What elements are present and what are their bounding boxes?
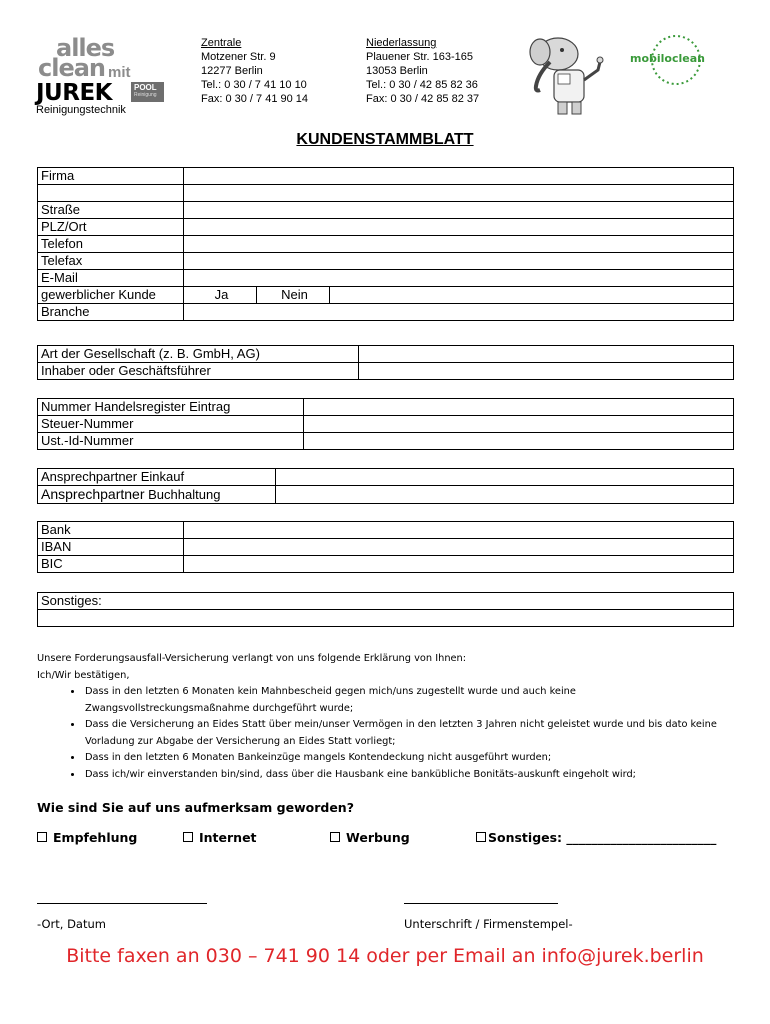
row-einkauf bbox=[38, 469, 734, 486]
company-type-table bbox=[37, 345, 734, 380]
row-steuer bbox=[38, 416, 734, 433]
registry-table bbox=[37, 398, 734, 450]
place-date-label: -Ort, Datum bbox=[37, 917, 106, 931]
label-einkauf: Ansprechpartner Einkauf bbox=[38, 469, 276, 486]
source-question: Wie sind Sie auf uns aufmerksam geworden? bbox=[37, 800, 354, 815]
checkbox-empfehlung[interactable] bbox=[37, 832, 47, 842]
field-bank[interactable] bbox=[184, 522, 734, 539]
label-buchhaltung bbox=[38, 486, 276, 504]
option-sonstiges[interactable] bbox=[476, 830, 716, 845]
label-buchhaltung-a: Ansprechpartner bbox=[41, 486, 145, 502]
option-werbung[interactable] bbox=[330, 830, 410, 845]
address-zentrale bbox=[201, 36, 308, 106]
address-zentrale-heading: Zentrale bbox=[201, 37, 242, 49]
field-gesellschaft[interactable] bbox=[359, 346, 734, 363]
field-buchhaltung[interactable] bbox=[276, 486, 734, 504]
signature-label: Unterschrift / Firmenstempel- bbox=[404, 917, 573, 931]
field-branche[interactable] bbox=[184, 304, 734, 321]
address-niederlassung bbox=[366, 36, 479, 106]
label-sonstiges: Sonstiges: bbox=[38, 593, 734, 610]
option-ja[interactable]: Ja bbox=[184, 287, 257, 304]
row-strasse bbox=[38, 202, 734, 219]
option-nein[interactable]: Nein bbox=[257, 287, 330, 304]
label-telefon: Telefon bbox=[38, 236, 184, 253]
address-niederlassung-heading: Niederlassung bbox=[366, 37, 437, 49]
row-sonstiges bbox=[38, 593, 734, 610]
option-internet[interactable] bbox=[183, 830, 257, 845]
bank-table bbox=[37, 521, 734, 573]
option-sonstiges-label: Sonstiges: ________________________ bbox=[488, 830, 717, 845]
field-inhaber[interactable] bbox=[359, 363, 734, 380]
field-telefax[interactable] bbox=[184, 253, 734, 270]
declaration-intro: Unsere Forderungsausfall-Versicherung verlangt von uns folgende Erklärung von Ihnen: bbox=[37, 653, 467, 664]
row-firma-2 bbox=[38, 185, 734, 202]
checkbox-internet[interactable] bbox=[183, 832, 193, 842]
label-plz-ort: PLZ/Ort bbox=[38, 219, 184, 236]
row-handelsregister bbox=[38, 399, 734, 416]
signature-line[interactable] bbox=[404, 903, 558, 904]
option-empfehlung[interactable] bbox=[37, 830, 137, 845]
fax-email-instruction: Bitte faxen an 030 – 741 90 14 oder per Email an info@jurek.berlin bbox=[66, 945, 704, 967]
row-telefon bbox=[38, 236, 734, 253]
label-telefax: Telefax bbox=[38, 253, 184, 270]
checkbox-sonstiges[interactable] bbox=[476, 832, 486, 842]
label-steuer: Steuer-Nummer bbox=[38, 416, 304, 433]
field-firma-2[interactable] bbox=[184, 185, 734, 202]
declaration-item: • Dass in den letzten 6 Monaten kein Mahnbescheid gegen mich/uns zugestellt wurde und auch keine Zwangsvollstreckungsmaßnahme durchgeführt wurde; bbox=[83, 684, 737, 717]
field-firma[interactable] bbox=[184, 168, 734, 185]
field-handelsregister[interactable] bbox=[304, 399, 734, 416]
row-inhaber bbox=[38, 363, 734, 380]
declaration-item: • Dass ich/wir einverstanden bin/sind, dass über die Hausbank eine bankübliche Bonitäts-auskunft eingeholt wird; bbox=[83, 767, 737, 784]
logo-pool-text: POOL bbox=[134, 83, 157, 92]
label-ustid: Ust.-Id-Nummer bbox=[38, 433, 304, 450]
address-niederlassung-fax: Fax: 0 30 / 42 85 82 37 bbox=[366, 93, 480, 105]
row-sonstiges-field bbox=[38, 610, 734, 627]
label-handelsregister: Nummer Handelsregister Eintrag bbox=[38, 399, 304, 416]
field-steuer[interactable] bbox=[304, 416, 734, 433]
label-bank: Bank bbox=[38, 522, 184, 539]
label-inhaber: Inhaber oder Geschäftsführer bbox=[38, 363, 359, 380]
address-zentrale-street: Motzener Str. 9 bbox=[201, 51, 276, 63]
logo-brand-jurek: JUREK bbox=[36, 80, 112, 106]
mobiloclean-logo bbox=[630, 32, 710, 88]
row-gesellschaft bbox=[38, 346, 734, 363]
row-gewerblich bbox=[38, 287, 734, 304]
declaration-item: • Dass die Versicherung an Eides Statt über mein/unser Vermögen in den letzten 3 Jahren nicht geleistet wurde und bis dato keine Vorladung zur Abgabe der Versicherung an Eides Statt vorliegt; bbox=[83, 717, 737, 750]
row-branche bbox=[38, 304, 734, 321]
contacts-table bbox=[37, 468, 734, 504]
logo-word-clean: clean bbox=[38, 54, 106, 82]
address-zentrale-fax: Fax: 0 30 / 7 41 90 14 bbox=[201, 93, 309, 105]
logo-word-alles: alles bbox=[56, 34, 115, 62]
field-plz-ort[interactable] bbox=[184, 219, 734, 236]
row-iban bbox=[38, 539, 734, 556]
place-date-line[interactable] bbox=[37, 903, 207, 904]
label-firma: Firma bbox=[38, 168, 184, 185]
logo-pool-subtext: Reinigung bbox=[134, 92, 157, 98]
field-strasse[interactable] bbox=[184, 202, 734, 219]
field-bic[interactable] bbox=[184, 556, 734, 573]
label-buchhaltung-b: Buchhaltung bbox=[148, 487, 221, 502]
row-firma bbox=[38, 168, 734, 185]
row-email bbox=[38, 270, 734, 287]
label-email: E-Mail bbox=[38, 270, 184, 287]
logo-tagline: Reinigungstechnik bbox=[36, 104, 126, 116]
label-gesellschaft: Art der Gesellschaft (z. B. GmbH, AG) bbox=[38, 346, 359, 363]
field-einkauf[interactable] bbox=[276, 469, 734, 486]
option-empfehlung-label: Empfehlung bbox=[53, 830, 138, 845]
field-email[interactable] bbox=[184, 270, 734, 287]
label-iban: IBAN bbox=[38, 539, 184, 556]
checkbox-werbung[interactable] bbox=[330, 832, 340, 842]
address-niederlassung-tel: Tel.: 0 30 / 42 85 82 36 bbox=[366, 79, 478, 91]
company-logo bbox=[36, 36, 171, 118]
field-ustid[interactable] bbox=[304, 433, 734, 450]
company-data-table bbox=[37, 167, 734, 321]
label-firma-blank bbox=[38, 185, 184, 202]
page-title: KUNDENSTAMMBLATT bbox=[296, 131, 474, 148]
declaration-item: • Dass in den letzten 6 Monaten Bankeinzüge mangels Kontendeckung nicht ausgeführt wurden; bbox=[83, 750, 737, 767]
field-sonstiges[interactable] bbox=[38, 610, 734, 627]
row-telefax bbox=[38, 253, 734, 270]
label-strasse: Straße bbox=[38, 202, 184, 219]
row-bank bbox=[38, 522, 734, 539]
logo-word-mit: mit bbox=[108, 64, 131, 81]
insurance-declaration bbox=[37, 651, 737, 783]
row-bic bbox=[38, 556, 734, 573]
row-ustid bbox=[38, 433, 734, 450]
label-gewerblich: gewerblicher Kunde bbox=[38, 287, 184, 304]
elephant-mascot-icon bbox=[520, 30, 610, 120]
row-buchhaltung bbox=[38, 486, 734, 504]
logo-pool-badge bbox=[131, 82, 164, 102]
declaration-lead: Ich/Wir bestätigen, bbox=[37, 669, 130, 681]
address-zentrale-city: 12277 Berlin bbox=[201, 65, 263, 77]
misc-table bbox=[37, 592, 734, 627]
field-iban[interactable] bbox=[184, 539, 734, 556]
address-zentrale-tel: Tel.: 0 30 / 7 41 10 10 bbox=[201, 79, 307, 91]
option-werbung-label: Werbung bbox=[346, 830, 410, 845]
row-plz-ort bbox=[38, 219, 734, 236]
declaration-list bbox=[37, 684, 737, 783]
address-niederlassung-city: 13053 Berlin bbox=[366, 65, 428, 77]
label-bic: BIC bbox=[38, 556, 184, 573]
label-branche: Branche bbox=[38, 304, 184, 321]
field-gewerblich-extra[interactable] bbox=[330, 287, 734, 304]
option-internet-label: Internet bbox=[199, 830, 257, 845]
address-niederlassung-street: Plauener Str. 163-165 bbox=[366, 51, 474, 63]
mobiloclean-text: mobiloclean bbox=[630, 52, 705, 65]
field-telefon[interactable] bbox=[184, 236, 734, 253]
